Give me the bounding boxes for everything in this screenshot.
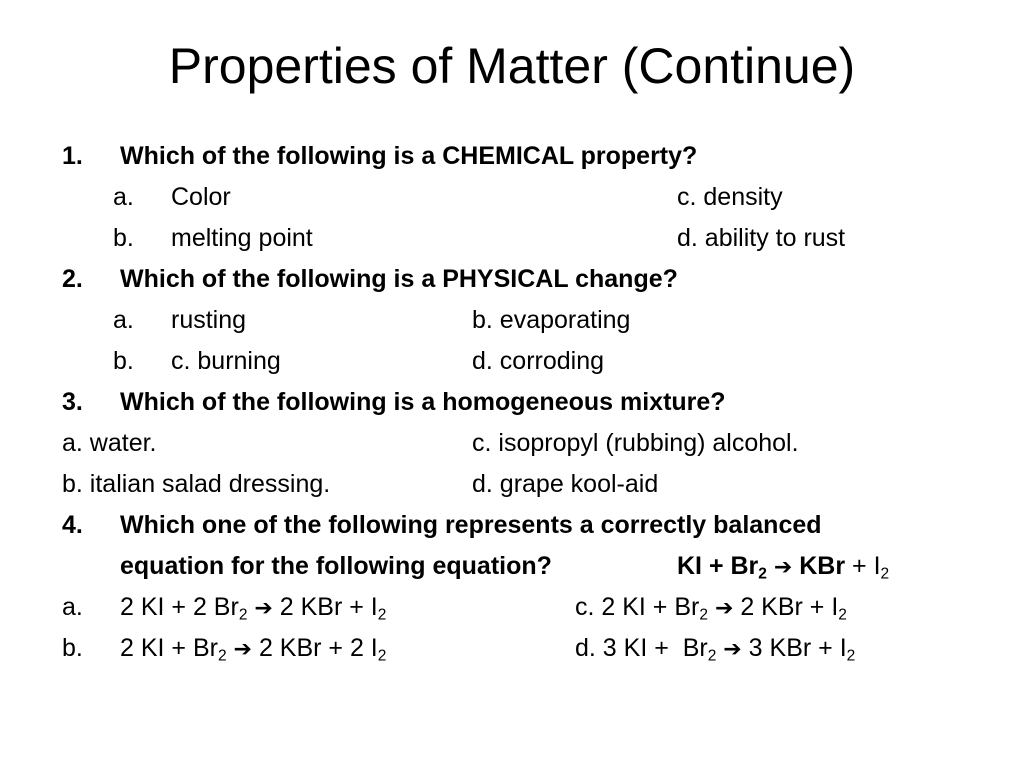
question-4-option-b	[120, 633, 386, 665]
option-c-subscript-1: 2	[699, 606, 708, 624]
question-2-option-b-marker: b.	[113, 347, 134, 375]
question-1-number: 1.	[62, 142, 83, 170]
question-3-option-d: d. grape kool-aid	[472, 470, 659, 498]
option-c-subscript-2: 2	[838, 606, 847, 624]
equation-lhs-subscript: 2	[758, 565, 767, 583]
equation-rhs-kbr: KBr	[799, 552, 846, 580]
equation-rhs-iodine: + I	[845, 552, 881, 580]
question-3-text: Which of the following is a homogeneous mixture?	[120, 388, 726, 416]
option-d-products: 3 KBr + I	[748, 634, 847, 662]
question-3-option-c: c. isopropyl (rubbing) alcohol.	[472, 429, 799, 457]
question-2-option-c: c. burning	[171, 347, 281, 375]
arrow-icon: ➔	[723, 637, 742, 662]
question-2-text: Which of the following is a PHYSICAL change?	[120, 265, 678, 293]
option-b-subscript-1: 2	[217, 647, 227, 665]
arrow-icon: ➔	[254, 596, 273, 621]
question-4-option-d	[575, 633, 855, 665]
question-1-option-b: melting point	[171, 224, 313, 252]
question-3-number: 3.	[62, 388, 83, 416]
equation-rhs-subscript: 2	[880, 565, 890, 583]
slide-title: Properties of Matter (Continue)	[168, 38, 856, 94]
option-a-reactants: 2 KI + 2 Br	[120, 593, 239, 621]
option-a-subscript-2: 2	[377, 606, 387, 624]
question-4-option-a	[120, 592, 386, 624]
question-1-text: Which of the following is a CHEMICAL property?	[120, 142, 698, 170]
option-b-products: 2 KBr + 2 I	[258, 634, 378, 662]
option-d-subscript-2: 2	[846, 647, 856, 665]
option-a-products: 2 KBr + I	[279, 593, 378, 621]
question-4-equation	[677, 551, 889, 583]
arrow-icon: ➔	[773, 555, 793, 580]
arrow-icon: ➔	[714, 596, 734, 621]
question-1-option-d: d. ability to rust	[677, 224, 846, 252]
option-c-reactants: c. 2 KI + Br	[575, 593, 700, 621]
equation-lhs: KI + Br	[677, 552, 759, 580]
option-d-subscript-1: 2	[707, 647, 717, 665]
question-1-option-b-marker: b.	[113, 224, 134, 252]
question-4-number: 4.	[62, 511, 83, 539]
question-2-option-a-marker: a.	[113, 306, 134, 334]
question-4-text-line-2: equation for the following equation?	[120, 552, 552, 580]
question-2-number: 2.	[62, 265, 83, 293]
question-3-option-a: a. water.	[62, 429, 157, 457]
option-a-subscript-1: 2	[238, 606, 248, 624]
option-c-products: 2 KBr + I	[740, 593, 839, 621]
option-b-subscript-2: 2	[377, 647, 387, 665]
question-2-option-a: rusting	[171, 306, 247, 334]
question-3-option-b: b. italian salad dressing.	[62, 470, 331, 498]
question-2-option-d: d. corroding	[472, 347, 605, 375]
option-d-reactants: d. 3 KI + Br	[575, 634, 708, 662]
question-4-option-a-marker: a.	[62, 593, 83, 621]
question-4-option-c	[575, 592, 847, 624]
arrow-icon: ➔	[233, 637, 252, 662]
question-1-option-a-marker: a.	[113, 183, 134, 211]
question-1-option-a: Color	[171, 183, 231, 211]
question-4-text-line-1: Which one of the following represents a correctly balanced	[120, 511, 822, 539]
question-4-option-b-marker: b.	[62, 634, 83, 662]
option-b-reactants: 2 KI + Br	[120, 634, 218, 662]
question-1-option-c: c. density	[677, 183, 783, 211]
question-2-option-b-evaporating: b. evaporating	[472, 306, 631, 334]
